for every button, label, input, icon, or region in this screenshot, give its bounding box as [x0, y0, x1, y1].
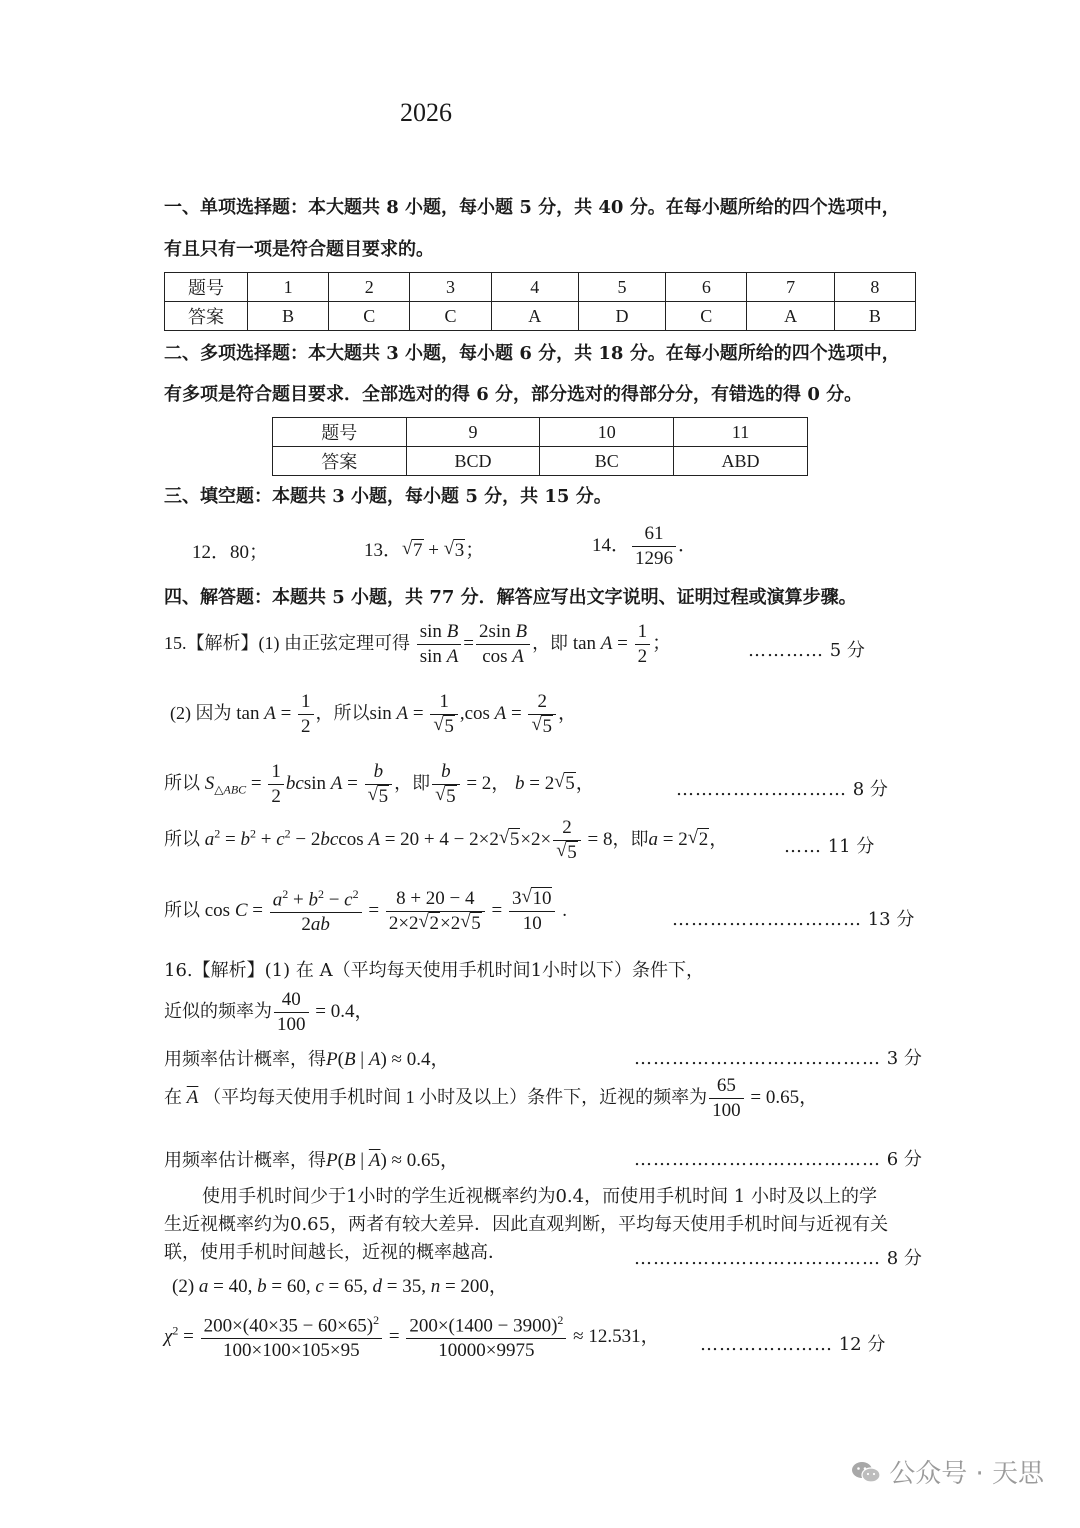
- fraction: b √ 5: [365, 762, 393, 807]
- question-number-cell: 10: [540, 418, 674, 447]
- fraction: 2 √ 5: [553, 818, 581, 863]
- fraction: $\frac{61}{1296}$: [632, 524, 676, 569]
- q15-p2-mid: ，所以: [315, 702, 370, 723]
- q16-line2: 近似的频率为 $\frac{40}{100}$ = 0.4，: [164, 989, 374, 1035]
- section2-answer-table: [272, 417, 808, 476]
- q13-label: 13．: [364, 540, 403, 561]
- question-number-cell: 2: [329, 273, 410, 302]
- q16-paragraph-line2: 生近视概率约为0.65，两者有较大差异．因此直观判断，平均每天使用手机时间与近视有关: [164, 1214, 889, 1235]
- q16-paragraph-line1: 使用手机时间少于1小时的学生近视概率约为0.4，而使用手机时间 1 小时及以上的学: [202, 1186, 877, 1207]
- q15-p4-intro: 所以: [164, 828, 200, 849]
- score-marker: ………………………… 13 分: [672, 909, 915, 930]
- fraction: $\frac{200\times(40\times 35 - 60\times 65)^2}{100\times 100\times 105\times 95}$: [201, 1314, 383, 1361]
- question-number-cell: 7: [747, 273, 834, 302]
- q15-p5-intro: 所以: [164, 899, 200, 920]
- q16-part2-values: (2) a = 40, b = 60, c = 65, d = 35, n = 200，: [172, 1276, 508, 1297]
- section2-heading-line2: 有多项是符合题目要求．全部选对的得 6 分，部分选对的得部分分，有错选的得 0 分。: [164, 384, 863, 405]
- fraction: $\frac{1}{2}$: [268, 762, 284, 807]
- answer-cell: C: [329, 302, 410, 331]
- q16-l5-intro: 用频率估计概率，得: [164, 1150, 326, 1170]
- q15-p3-mid: ，即: [394, 772, 431, 793]
- answer-cell: B: [834, 302, 915, 331]
- answer-cell: ABD: [674, 447, 808, 476]
- answer-q14: [592, 524, 697, 569]
- fraction: $\frac{1}{2}$: [635, 622, 651, 667]
- q16-l4-intro: 在: [164, 1086, 182, 1107]
- q16-paragraph-line3: 联，使用手机时间越长，近视的概率越高．: [164, 1242, 506, 1263]
- question-number-cell: 4: [491, 273, 578, 302]
- chi-square-formula: $\chi^2$ = $\frac{200\times(40\times 35 - 60\times 65)^2}{100\times 100\times 105\times 95}$ = $\frac{200\times(1400 - 3900)^2}{10000\times 9975}$ ≈ 12.531，: [164, 1313, 660, 1362]
- fraction: $\frac{40}{100}$: [274, 990, 309, 1035]
- fraction: 1 √ 5: [430, 692, 458, 737]
- table-header-cell: 题号: [165, 273, 248, 302]
- table-header-cell: 答案: [273, 447, 407, 476]
- fraction: $\frac{1}{2}$: [298, 692, 314, 737]
- q13-tail: ；: [465, 540, 485, 561]
- q15-part2: (2) 因为 tan A = $\frac{1}{2}$ ，所以sin A = 1 √ 5 ,cos A = 2 √ 5 ，: [170, 691, 577, 737]
- table-row: [165, 302, 916, 331]
- q15-part5: 所以 cos C = $\frac{a^2 + b^2 - c^2}{2ab}$ = 8 + 20 − 4 2×2 √ 2×2 √ 5 = 3 √ 10 10 .: [164, 886, 567, 936]
- answer-cell: C: [666, 302, 747, 331]
- q16-l3-intro: 用频率估计概率，得: [164, 1049, 326, 1069]
- score-marker: ………………………………… 6 分: [634, 1149, 922, 1170]
- answer-cell: C: [410, 302, 491, 331]
- q16-line3: 用频率估计概率，得P(B | A) ≈ 0.4，: [164, 1049, 450, 1070]
- section1-answer-table: [164, 272, 916, 331]
- table-row: [273, 418, 808, 447]
- sqrt-sign: √ 7: [402, 538, 423, 561]
- q16-p2-label: (2): [172, 1276, 195, 1297]
- q15-part3: 所以 $S_{\triangle ABC}$ = $\frac{1}{2}$ bcsin A = b √ 5 ，即 b √ 5 = 2， b = 2 √ 5，: [164, 761, 595, 807]
- table-row: [165, 273, 916, 302]
- watermark-text: 公众号 · 天思: [889, 1459, 1044, 1489]
- q15-p4-mid: ，即: [612, 828, 649, 849]
- answer-cell: BCD: [406, 447, 540, 476]
- answer-cell: A: [747, 302, 834, 331]
- fraction: 3 √ 10 10: [509, 889, 556, 934]
- q14-label: 14．: [592, 534, 631, 556]
- fraction: $\frac{65}{100}$: [709, 1076, 744, 1121]
- section2-heading-line1: 二、多项选择题：本大题共 3 小题，每小题 6 分，共 18 分。在每小题所给的四个选项中，: [164, 343, 900, 364]
- question-number-cell: 1: [248, 273, 329, 302]
- document-title: 2026: [400, 98, 452, 127]
- q16-l4-mid: （平均每天使用手机时间 1 小时及以上）条件下，近视的频率为: [203, 1086, 708, 1107]
- fraction: $\frac{\text{sin B}}{\text{sin A}}$: [417, 622, 462, 667]
- sqrt-sign: √ 3: [443, 538, 465, 561]
- q15-part1: 15.【解析】(1) 由正弦定理可得 $\frac{\text{sin B}}{\text{sin A}}$ = $\frac{\text{2sin B}}{\text{cos A}}$ ，即 tan A = $\frac{1}{2}$ ；: [164, 621, 672, 667]
- answer-cell: A: [491, 302, 578, 331]
- answer-q12: 12．80；: [192, 542, 269, 563]
- score-marker: ………………………………… 3 分: [634, 1048, 922, 1069]
- answer-q13: 13． √ 7 + √ 3；: [364, 538, 485, 561]
- answer-cell: D: [578, 302, 665, 331]
- table-header-cell: 答案: [165, 302, 248, 331]
- question-number-cell: 6: [666, 273, 747, 302]
- q16-line1: 16.【解析】(1) 在 A（平均每天使用手机时间1小时以下）条件下，: [164, 960, 705, 981]
- q14-tail: ．: [678, 534, 698, 556]
- answer-cell: B: [248, 302, 329, 331]
- fraction: $\frac{a^2 + b^2 - c^2}{2ab}$: [270, 888, 362, 935]
- fraction: b √ 5: [432, 762, 460, 807]
- section4-heading: 四、解答题：本题共 5 小题，共 77 分．解答应写出文字说明、证明过程或演算步骤。: [164, 587, 857, 608]
- q15-part4: 所以 $a^2 = b^2 + c^2 - 2bccos$ A = 20 + 4 − 2×2 √ 5×2× 2 √ 5 = 8，即a = 2 √ 2，: [164, 817, 729, 863]
- score-marker: ………………… 12 分: [700, 1334, 886, 1355]
- q15-p2-intro: (2) 因为: [170, 702, 232, 723]
- question-number-cell: 11: [674, 418, 808, 447]
- score-marker: ………… 5 分: [748, 640, 865, 661]
- wechat-icon: [851, 1460, 881, 1484]
- score-marker: …… 11 分: [784, 836, 875, 857]
- q15-p3-intro: 所以: [164, 772, 200, 793]
- fraction: $\frac{200\times(1400 - 3900)^2}{10000\times 9975}$: [406, 1314, 566, 1361]
- q15-intro: 15.【解析】(1) 由正弦定理可得: [164, 632, 410, 653]
- table-header-cell: 题号: [273, 418, 407, 447]
- q15-mid: ，即: [532, 632, 569, 653]
- q16-line5: 用频率估计概率，得P(B | $\overline{A}) \approx 0.65$，: [164, 1150, 459, 1171]
- watermark: [851, 1453, 1044, 1490]
- answer-cell: BC: [540, 447, 674, 476]
- question-number-cell: 3: [410, 273, 491, 302]
- question-number-cell: 5: [578, 273, 665, 302]
- q16-line4: 在 $\overline{A}$ （平均每天使用手机时间 1 小时及以上）条件下，近视的频率为 $\frac{65}{100}$ = 0.65，: [164, 1075, 819, 1121]
- section3-heading: 三、填空题：本题共 3 小题，每小题 5 分，共 15 分。: [164, 486, 612, 507]
- section1-heading-line1: 一、单项选择题：本大题共 8 小题，每小题 5 分，共 40 分。在每小题所给的四个选项中，: [164, 197, 900, 218]
- fraction: 2 √ 5: [528, 692, 556, 737]
- question-number-cell: 9: [406, 418, 540, 447]
- fraction: $\frac{\text{2sin B}}{\text{cos A}}$: [476, 622, 530, 667]
- question-number-cell: 8: [834, 273, 915, 302]
- table-row: [273, 447, 808, 476]
- q16-l2-intro: 近似的频率为: [164, 1000, 272, 1021]
- section1-heading-line2: 有且只有一项是符合题目要求的。: [164, 239, 434, 260]
- score-marker: ……………………… 8 分: [676, 779, 888, 800]
- score-marker: ………………………………… 8 分: [634, 1248, 922, 1269]
- fraction: 8 + 20 − 4 2×2 √ 2×2 √ 5: [386, 889, 485, 934]
